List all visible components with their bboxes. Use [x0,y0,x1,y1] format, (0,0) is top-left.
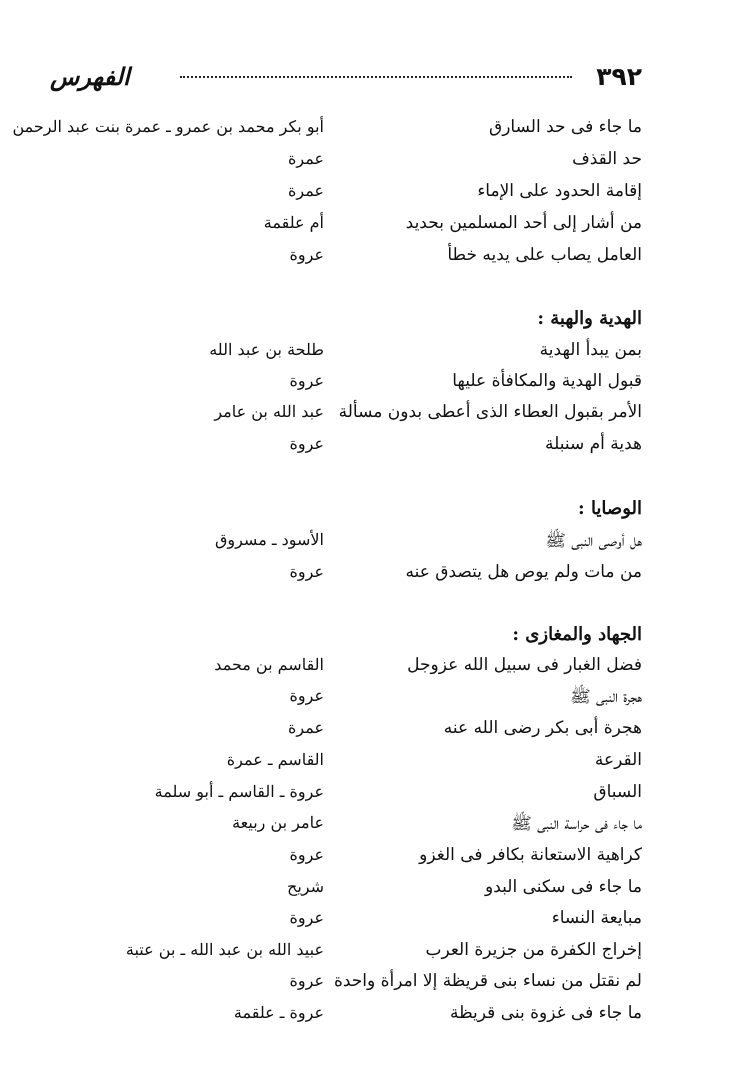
header-dotted-leader [180,76,572,78]
index-entry [50,1003,642,1033]
index-entry [50,940,642,970]
entry-topic: حد القذف [572,149,642,169]
entry-narrator: عروة ـ علقمة [233,1003,324,1022]
index-entry [50,718,642,748]
index-entry [50,562,642,592]
index-entry [50,655,642,685]
entry-topic: هدية أم سنبلة [544,434,642,454]
index-title: الفهرس [50,62,130,91]
entry-narrator: عمرة [287,718,324,737]
entry-topic: السباق [593,782,642,802]
entry-topic: ما جاء فى حراسة النبى ﷺ [511,814,642,834]
entry-narrator: عروة [289,434,324,453]
entry-narrator: أم علقمة [263,213,324,232]
entry-topic: إخراج الكفرة من جزيرة العرب [425,940,642,960]
entry-narrator: عروة [289,971,324,990]
entry-topic: من أشار إلى أحد المسلمين بحديد [405,213,642,233]
page-header [50,62,642,96]
entry-narrator: عروة [289,845,324,864]
entry-narrator: القاسم بن محمد [214,655,324,674]
index-entry [50,813,642,843]
entry-topic: هل أوصى النبى ﷺ [545,531,642,551]
index-entry [50,340,642,370]
entry-topic: مبايعة النساء [551,908,642,928]
section-heading-gifts: الهدية والهبة : [537,308,642,329]
entry-narrator: عروة [289,686,324,705]
index-entry [50,845,642,875]
entry-narrator: عروة [289,562,324,581]
index-entry [50,750,642,780]
entry-narrator: عروة [289,371,324,390]
index-entry [50,434,642,464]
index-entry [50,971,642,1001]
index-entry [50,213,642,243]
entry-topic: من مات ولم يوص هل يتصدق عنه [405,562,642,582]
entry-topic: ما جاء فى حد السارق [489,117,642,137]
index-entry [50,530,642,560]
entry-narrator: عمرة [287,181,324,200]
entry-narrator: عروة ـ القاسم ـ أبو سلمة [154,782,324,801]
entry-topic: كراهية الاستعانة بكافر فى الغزو [419,845,642,865]
entry-narrator: شريح [286,877,324,896]
index-entry [50,877,642,907]
entry-narrator: طلحة بن عبد الله [209,340,324,359]
index-entry [50,908,642,938]
entry-topic: فضل الغبار فى سبيل الله عزوجل [407,655,642,675]
entry-topic: إقامة الحدود على الإماء [477,181,642,201]
entry-narrator: عروة [289,245,324,264]
index-entry [50,782,642,812]
section-heading-jihad: الجهاد والمغازى : [512,624,642,645]
entry-topic: ما جاء فى غزوة بنى قريظة [450,1003,642,1023]
entry-narrator: أبو بكر محمد بن عمرو ـ عمرة بنت عبد الرحمن [12,117,324,136]
entry-narrator: عبد الله بن عامر [214,402,324,421]
entry-narrator: القاسم ـ عمرة [226,750,324,769]
entry-topic: القرعة [594,750,642,770]
entry-narrator: عبيد الله بن عبد الله ـ بن عتبة [125,940,324,959]
index-entry [50,149,642,179]
index-entry [50,245,642,275]
index-entry [50,371,642,401]
entry-topic: هجرة أبى بكر رضى الله عنه [443,718,642,738]
entry-topic: هجرة النبى ﷺ [570,687,642,707]
index-entry [50,181,642,211]
entry-topic: لم نقتل من نساء بنى قريظة إلا امرأة واحدة [333,971,642,991]
entry-topic: العامل يصاب على يديه خطأ [447,245,642,265]
entry-narrator: الأسود ـ مسروق [214,530,324,549]
entry-narrator: عامر بن ربيعة [232,813,324,832]
entry-topic: ما جاء فى سكنى البدو [485,877,642,897]
entry-topic: الأمر بقبول العطاء الذى أعطى بدون مسألة [338,402,642,422]
index-entry [12,117,642,147]
page-number: ٣٩٢ [596,62,642,91]
entry-narrator: عمرة [287,149,324,168]
entry-topic: بمن يبدأ الهدية [539,340,642,360]
index-entry [50,402,642,432]
entry-narrator: عروة [289,908,324,927]
entry-topic: قبول الهدية والمكافأة عليها [452,371,642,391]
index-entry [50,686,642,716]
section-heading-wills: الوصايا : [578,498,642,519]
